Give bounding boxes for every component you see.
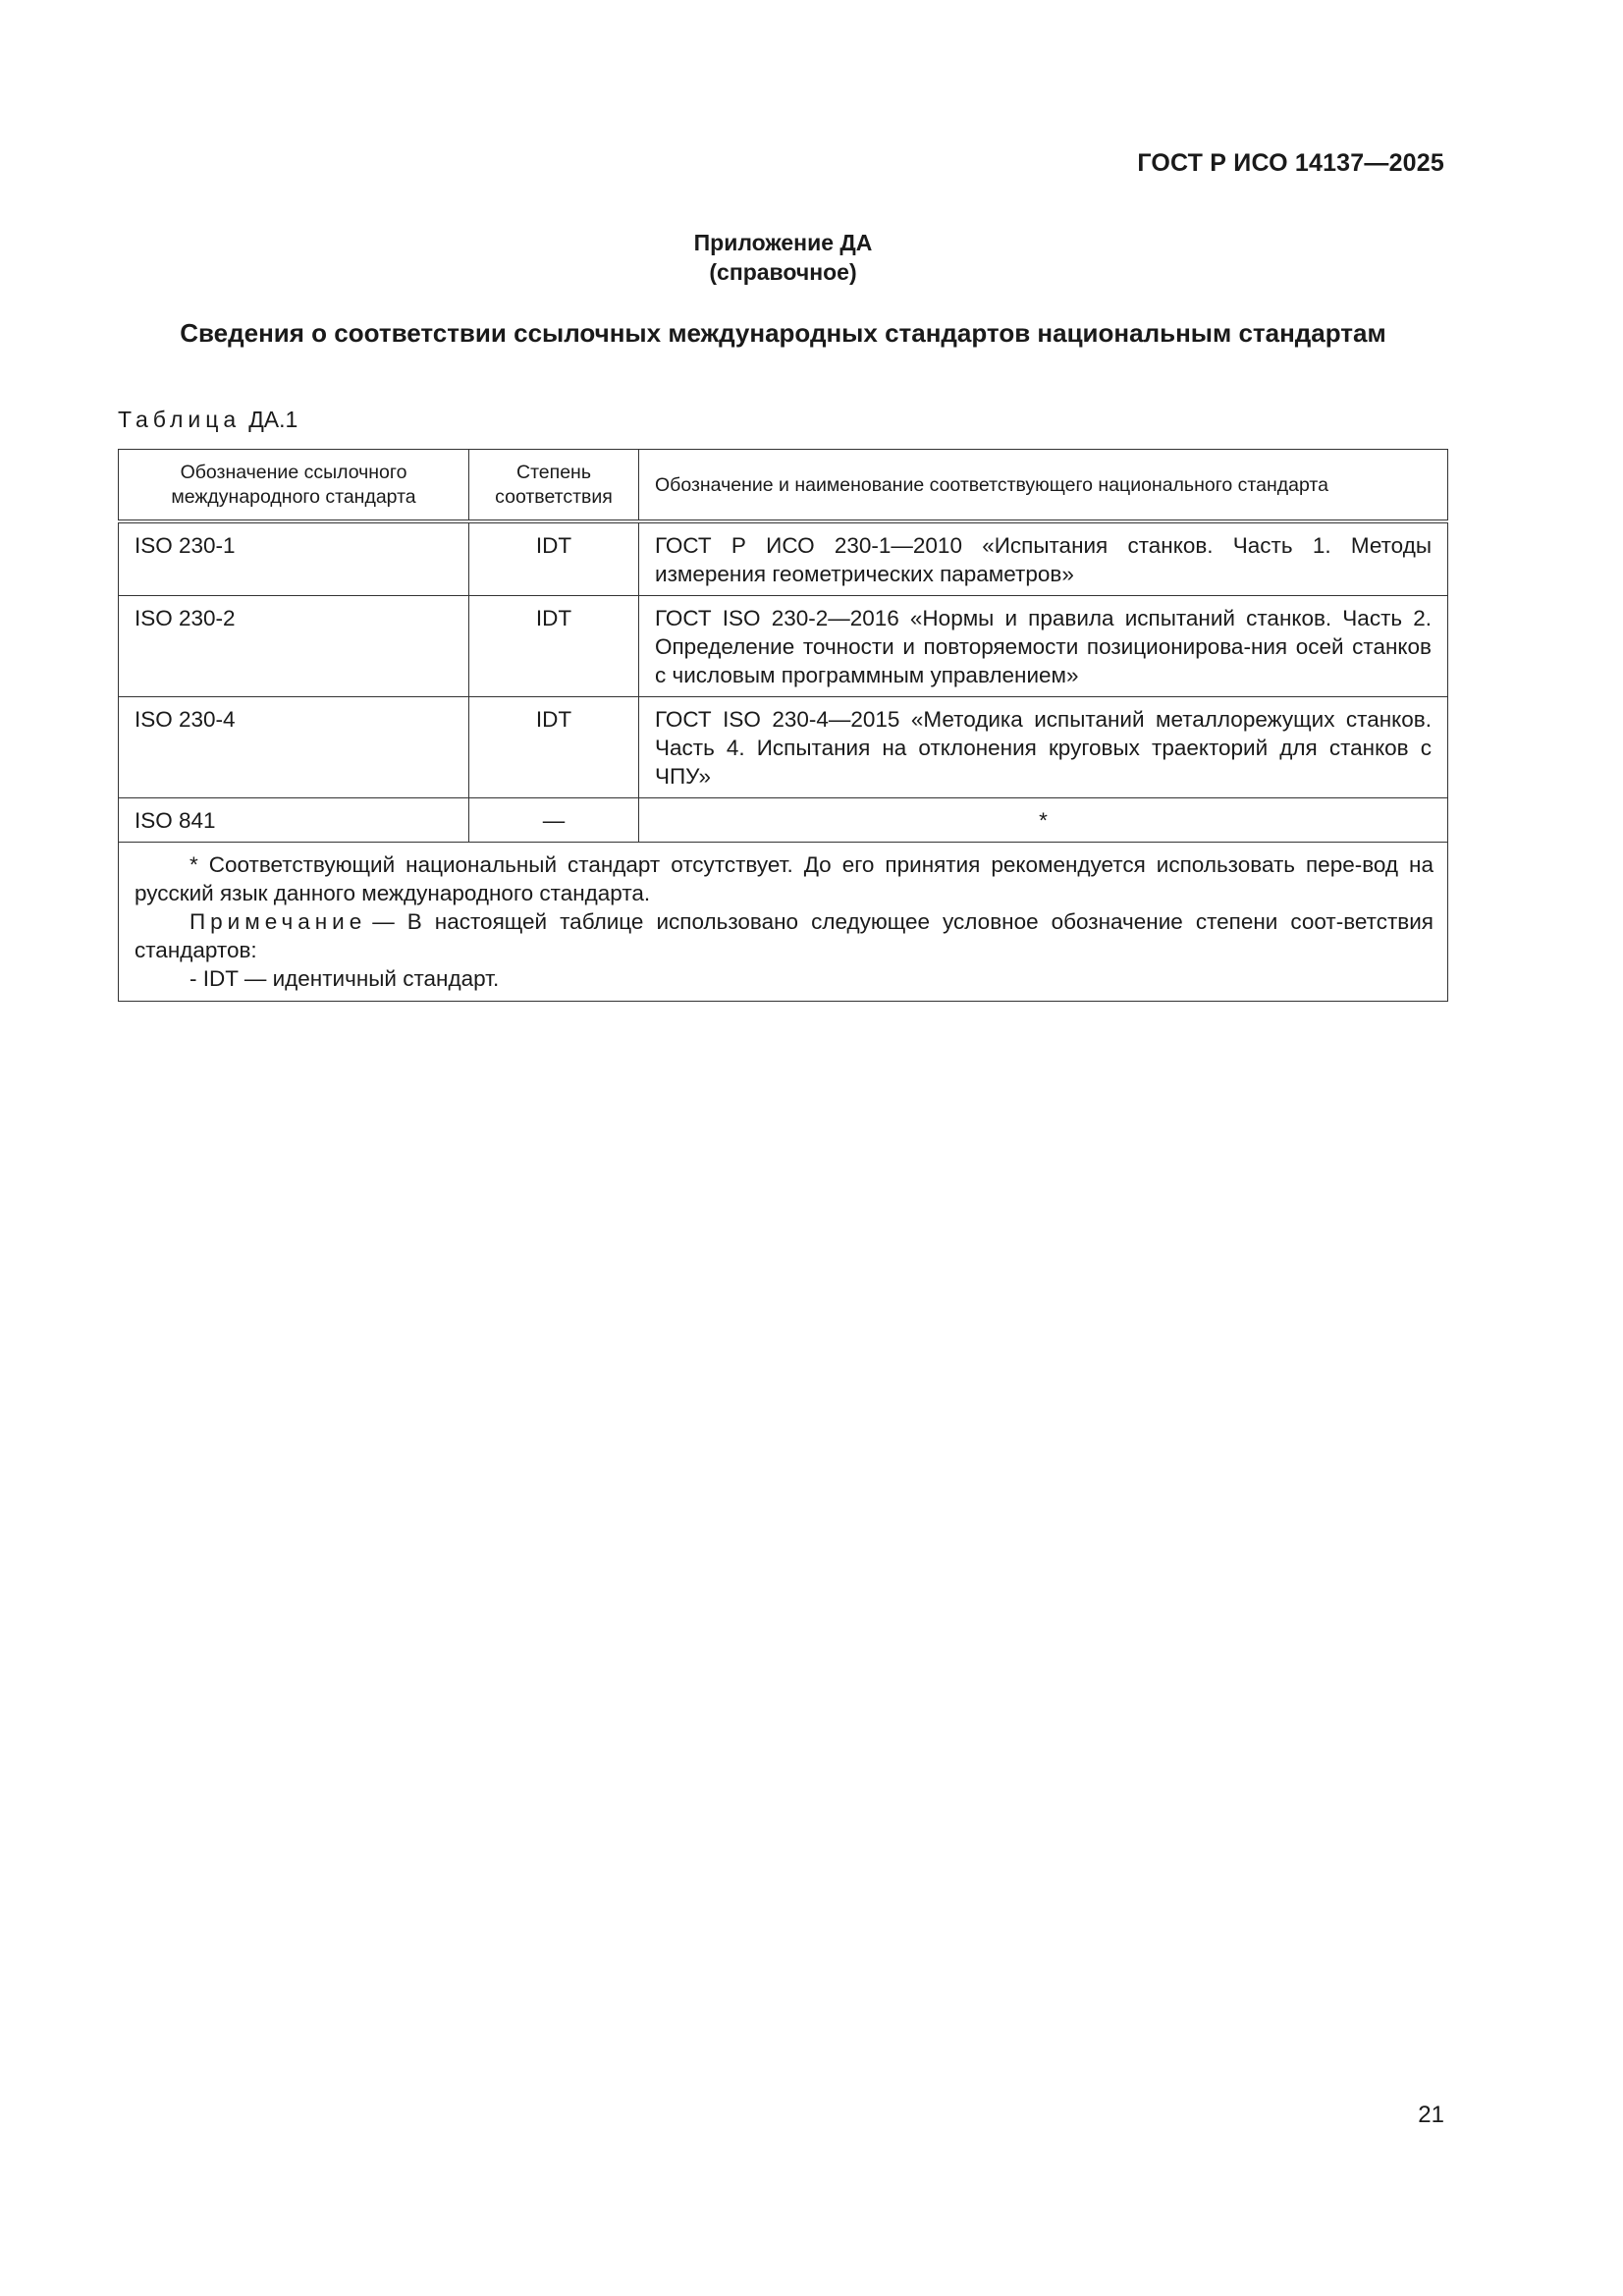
note-label: Примечание [189, 909, 367, 934]
cell-national-standard: ГОСТ ISO 230-2—2016 «Нормы и правила испытаний станков. Часть 2. Определение точности и повторяемости позиционирова-ния осей станков с числовым программным управлением» [639, 596, 1448, 697]
cell-degree: IDT [469, 596, 639, 697]
table-header-row [119, 450, 1448, 522]
cell-intl-standard: ISO 230-1 [119, 521, 469, 596]
note-item: - IDT — идентичный стандарт. [189, 966, 500, 991]
table-caption [118, 407, 298, 433]
section-title: Сведения о соответствии ссылочных международных стандартов национальным стандартам [180, 318, 1386, 348]
page-number: 21 [1418, 2102, 1444, 2128]
document-code: ГОСТ Р ИСО 14137—2025 [1137, 149, 1444, 177]
header-intl-standard: Обозначение ссылочного международного стандарта [119, 450, 469, 522]
table-row [119, 798, 1448, 843]
table-note [135, 907, 1434, 964]
cell-intl-standard: ISO 841 [119, 798, 469, 843]
correspondence-table [118, 449, 1448, 1002]
table-row [119, 521, 1448, 596]
table-notes [119, 843, 1448, 1002]
header-degree: Степень соответствия [469, 450, 639, 522]
table-notes-row [119, 843, 1448, 1002]
cell-intl-standard: ISO 230-2 [119, 596, 469, 697]
header-national-standard: Обозначение и наименование соответствующего национального стандарта [639, 450, 1448, 522]
note-text: — В настоящей таблице использовано следующее условное обозначение степени соот-ветствия стандартов: [135, 909, 1434, 962]
annex-title: Приложение ДА [693, 230, 873, 255]
cell-degree: IDT [469, 697, 639, 798]
annex-heading [0, 228, 1566, 287]
cell-degree: — [469, 798, 639, 843]
table-caption-number: ДА.1 [248, 407, 298, 432]
cell-national-standard: * [639, 798, 1448, 843]
table-row [119, 697, 1448, 798]
table-caption-word: Таблица [118, 407, 242, 432]
cell-intl-standard: ISO 230-4 [119, 697, 469, 798]
cell-degree: IDT [469, 521, 639, 596]
annex-subtitle: (справочное) [709, 259, 857, 285]
cell-national-standard: ГОСТ ISO 230-4—2015 «Методика испытаний металлорежущих станков. Часть 4. Испытания на отклонения круговых траекторий для станков с ЧПУ» [639, 697, 1448, 798]
table-footnote: * Соответствующий национальный стандарт отсутствует. До его принятия рекомендуется использовать пере-вод на русский язык данного международного стандарта. [135, 852, 1434, 905]
table-row [119, 596, 1448, 697]
cell-national-standard: ГОСТ Р ИСО 230-1—2010 «Испытания станков. Часть 1. Методы измерения геометрических параметров» [639, 521, 1448, 596]
